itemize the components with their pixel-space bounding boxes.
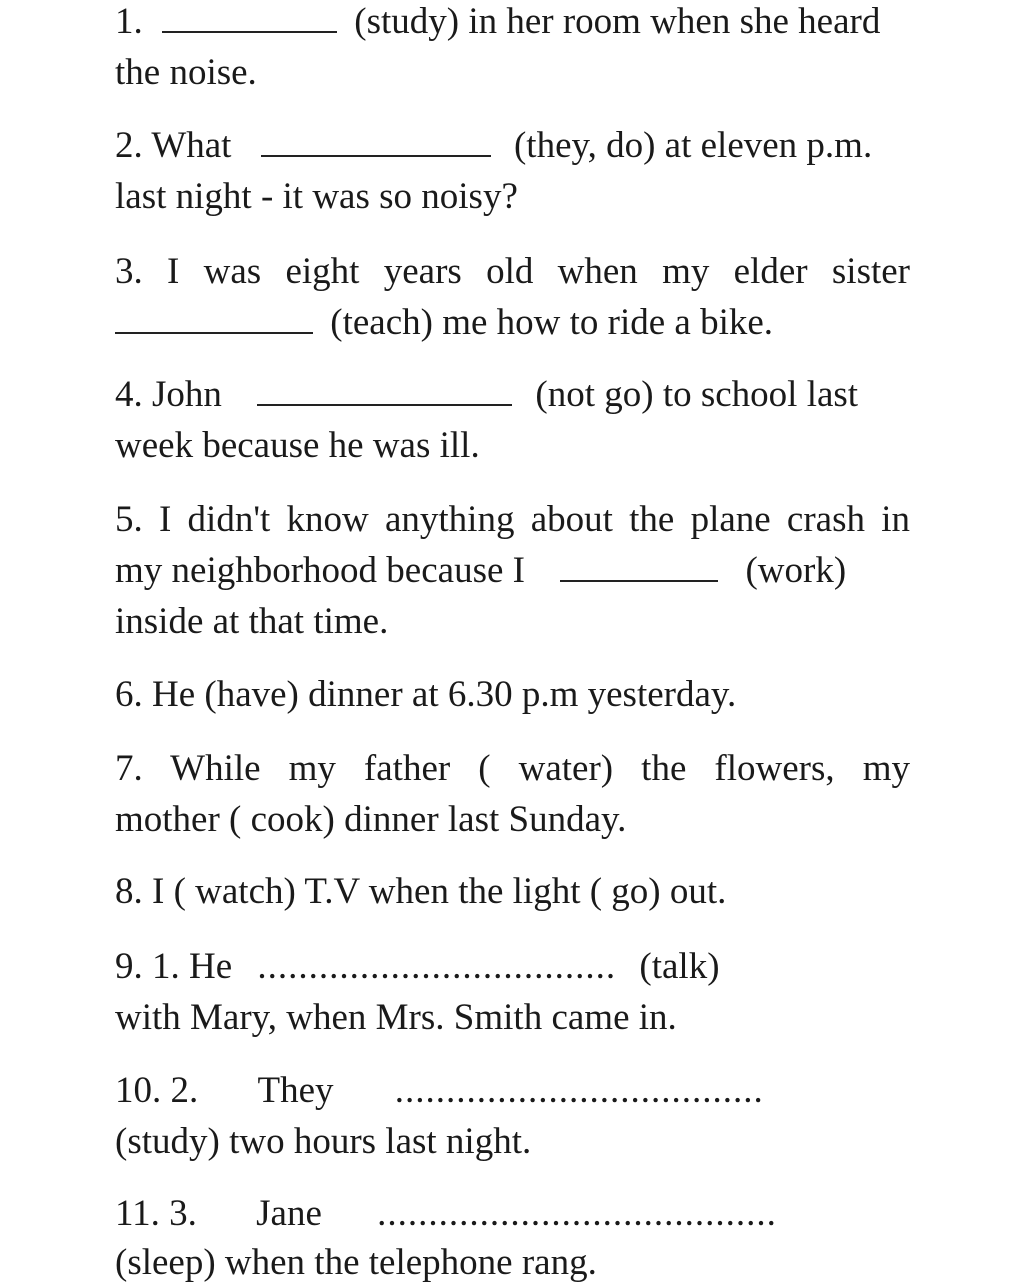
exercise-11-line-2 [115,1241,910,1285]
exercise-4-line-1 [115,373,910,417]
exercise-2-text-cont: last night - it was so noisy? [115,176,518,217]
exercise-5-verb: (work) [745,550,847,591]
exercise-7-line-1 [115,747,910,791]
exercise-3-line-2 [115,301,910,345]
exercise-6-text: He (have) dinner at 6.30 p.m yesterday. [152,674,737,715]
exercise-8-number: 8. [115,871,143,912]
exercise-2-line-1 [115,124,910,168]
exercise-2-text: (they, do) at eleven p.m. [513,125,873,166]
exercise-9-line-1 [115,945,910,989]
exercise-5-text-end: inside at that time. [115,601,389,642]
exercise-5-line-2 [115,549,910,593]
answer-dots-10[interactable]: .................................... [394,1070,764,1111]
exercise-10-subject: They [257,1070,334,1111]
answer-blank-3[interactable] [115,302,313,334]
answer-dots-11[interactable]: ....................................... [377,1193,777,1234]
exercise-9-line-2 [115,996,910,1040]
exercise-1-text-cont: the noise. [115,52,257,93]
exercise-7-line-2 [115,798,910,842]
exercise-10-line-2 [115,1120,910,1164]
exercise-3-text: I was eight years old when my elder sister [167,251,910,292]
exercise-4-text: (not go) to school last [535,374,859,415]
answer-blank-2[interactable] [261,125,491,157]
exercise-1-line-2 [115,51,910,95]
exercise-1-line-1 [115,0,910,44]
exercise-2-number: 2. What [115,125,232,166]
exercise-10-line-1 [115,1069,910,1113]
exercise-3-number: 3. [115,251,143,292]
exercise-11-line-1 [115,1192,910,1236]
exercise-9-number: 9. 1. He [115,946,233,987]
answer-blank-4[interactable] [257,374,512,406]
exercise-7-text: While my father ( water) the flowers, my [170,748,910,789]
exercise-8-text: I ( watch) T.V when the light ( go) out. [152,871,727,912]
answer-dots-9[interactable]: ................................... [257,946,617,987]
answer-blank-1[interactable] [162,1,337,33]
exercise-3-line-1 [115,250,910,294]
exercise-11-number: 11. 3. [115,1193,197,1234]
exercise-7-text-cont: mother ( cook) dinner last Sunday. [115,799,627,840]
exercise-9-text-cont: with Mary, when Mrs. Smith came in. [115,997,677,1038]
exercise-3-text-cont: (teach) me how to ride a bike. [330,302,774,343]
exercise-4-number: 4. John [115,374,222,415]
exercise-5-number: 5. [115,499,143,540]
exercise-5-line-3 [115,600,910,644]
exercise-9-verb: (talk) [639,946,720,987]
exercise-7-number: 7. [115,748,143,789]
exercise-6-line-1 [115,673,910,717]
exercise-6-number: 6. [115,674,143,715]
exercise-10-number: 10. 2. [115,1070,199,1111]
exercise-4-line-2 [115,424,910,468]
exercise-8-line-1 [115,870,910,914]
exercise-5-text: I didn't know anything about the plane crash in [159,499,911,540]
exercise-11-subject: Jane [256,1193,322,1234]
exercise-5-line-1 [115,498,910,542]
exercise-4-text-cont: week because he was ill. [115,425,480,466]
exercise-5-text-cont: my neighborhood because I [115,550,525,591]
exercise-1-text: (study) in her room when she heard [354,1,881,42]
answer-blank-5[interactable] [560,550,718,582]
exercise-1-number: 1. [115,1,143,42]
exercise-10-text: (study) two hours last night. [115,1121,532,1162]
exercise-2-line-2 [115,175,910,219]
exercise-11-text: (sleep) when the telephone rang. [115,1242,597,1283]
